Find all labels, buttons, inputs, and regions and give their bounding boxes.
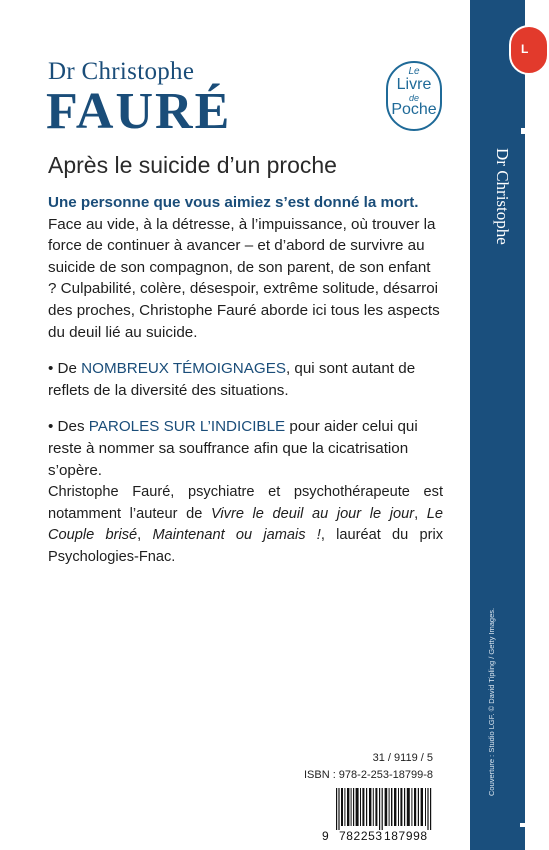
- barcode-number: [322, 829, 436, 845]
- bio-book-1: Vivre le deuil au jour le jour: [210, 505, 415, 522]
- spine-logo-mark: L: [521, 42, 529, 56]
- logo-line-3: de: [408, 93, 419, 103]
- blurb-intro: [48, 192, 443, 343]
- bio-book-3: Maintenant ou jamais !: [152, 527, 321, 544]
- barcode-first-digit: 9: [322, 829, 329, 843]
- reference-code: 31 / 9119 / 5: [372, 752, 433, 764]
- spine-mark: [521, 128, 525, 134]
- isbn: ISBN : 978-2-253-18799-8: [303, 769, 433, 781]
- book-title: Après le suicide d’un proche: [48, 152, 337, 178]
- blurb: [48, 192, 443, 481]
- spine-author: Dr Christophe: [493, 148, 512, 245]
- bio-sep-2: ,: [137, 527, 153, 544]
- bio-sep-1: ,: [414, 505, 427, 522]
- logo-line-4: Poche: [391, 101, 437, 118]
- bullet-1-text: , qui sont autant de reflets de la diversité des situations.: [48, 360, 416, 399]
- bio-part-2: , lauréat du prix Psychologies-Fnac.: [48, 527, 444, 565]
- bullet-testimonies: [48, 358, 443, 401]
- cover-credit: Couverture : Studio LGF. © David Tipling / Getty Images.: [487, 607, 496, 796]
- bullet-1-prefix: • De: [48, 360, 82, 378]
- author-bio: [48, 482, 443, 568]
- bullet-1-highlight: NOMBREUX TÉMOIGNAGES: [81, 360, 286, 378]
- spine: [470, 0, 525, 850]
- bullet-words: [48, 416, 443, 481]
- blurb-headline: Une personne que vous aimiez s’est donné la mort.: [48, 194, 419, 211]
- barcode: [336, 788, 432, 830]
- barcode-group-1: 782253: [339, 829, 383, 843]
- blurb-body: Face au vide, à la détresse, à l’impuissance, où trouver la force de continuer à avancer – et d’abord de survivre au suicide de son compagnon, de son parent, de son enfant ? Culpabilité, colère, désespoir, extrême solitude, désarroi des proches, Christophe Fauré aborde ici tous les aspects du deuil lié au suicide.: [48, 215, 440, 341]
- logo-line-2: Livre: [396, 76, 432, 93]
- author-lastname: FAURÉ: [46, 83, 232, 140]
- bio-part-1: Christophe Fauré, psychiatre et psychothérapeute est notamment l’auteur de: [48, 484, 443, 522]
- bullet-2-highlight: PAROLES SUR L’INDICIBLE: [88, 418, 286, 436]
- bio-book-2: Le Couple brisé: [48, 505, 443, 544]
- spine-logo: [509, 25, 549, 75]
- livre-de-poche-logo: [386, 61, 442, 131]
- author-firstname: Dr Christophe: [48, 58, 195, 85]
- spine-mark: [520, 823, 525, 827]
- barcode-group-2: 187998: [384, 829, 428, 843]
- logo-line-1: Le: [408, 66, 420, 77]
- bullet-2-text: pour aider celui qui reste à nommer sa souffrance afin que la cicatrisation s’opère.: [48, 418, 418, 479]
- bullet-2-prefix: • Des: [48, 418, 89, 436]
